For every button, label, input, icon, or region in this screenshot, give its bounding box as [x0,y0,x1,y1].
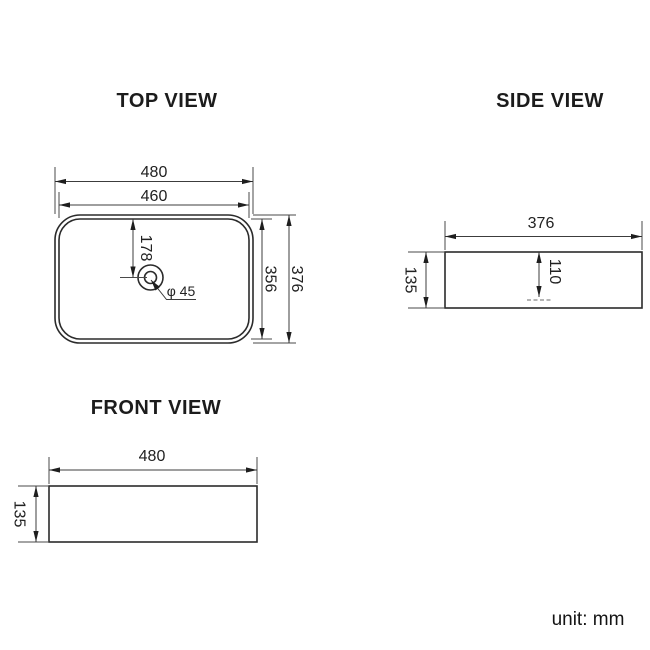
dim-side-height [401,252,428,308]
dim-front-height [10,486,38,542]
arrowhead-down [423,297,428,308]
dim-hole-offset [120,219,154,278]
dim-top-inner-width [59,188,249,218]
arrowhead-down [130,267,135,278]
arrowhead-up [423,252,428,263]
arrowhead-up [130,219,135,230]
arrowhead-up [286,215,291,226]
front-profile-outline [49,486,257,542]
dim-label-inner-depth: 110 [545,258,563,285]
arrowhead-left [49,467,60,472]
arrowhead-down [259,328,264,339]
arrowhead-down [286,332,291,343]
arrowhead-down [536,286,541,297]
side-view-title: SIDE VIEW [496,90,604,112]
side-view [401,90,642,308]
arrowhead-up [33,486,38,497]
dim-label-front-height: 135 [10,500,28,528]
arrowhead-down [33,531,38,542]
dim-front-width [49,448,257,473]
dim-label-side-width: 376 [527,215,555,232]
dim-side-inner-depth [527,252,563,300]
arrowhead-up [536,252,541,263]
arrowhead-right [246,467,257,472]
dim-label-outer-length: 376 [287,265,305,293]
dim-label-outer-width: 480 [140,164,168,181]
dim-label-hole-offset: 178 [136,234,154,262]
arrowhead-left [59,202,70,207]
unit-note: unit: mm [551,609,625,630]
dim-label-side-height: 135 [401,266,419,294]
arrowhead-right [238,202,249,207]
hole-diameter-callout [151,280,196,300]
dim-top-inner-length [251,219,278,339]
arrowhead-left [55,179,66,184]
dim-side-width [445,215,642,239]
arrowhead-right [242,179,253,184]
dim-label-hole-diameter: φ 45 [166,283,196,299]
arrowhead-up [259,219,264,230]
dim-label-front-width: 480 [138,448,166,465]
top-view-title: TOP VIEW [116,90,218,112]
top-view [55,90,305,343]
front-view-title: FRONT VIEW [90,397,222,419]
arrowhead-right [631,234,642,239]
dim-label-inner-width: 460 [140,188,168,205]
arrowhead-left [445,234,456,239]
front-view [10,397,257,542]
dim-label-inner-length: 356 [261,265,279,293]
